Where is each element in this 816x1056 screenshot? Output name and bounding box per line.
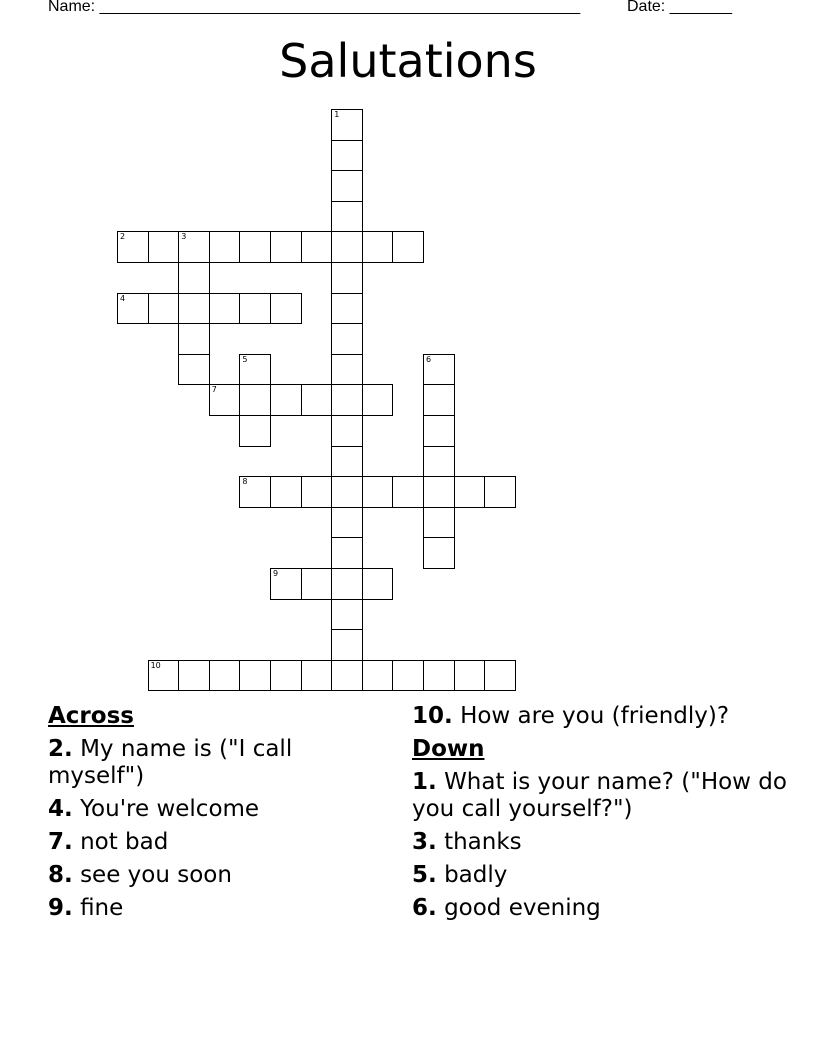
- across-clue: [48, 829, 358, 856]
- down-clue: [412, 862, 802, 889]
- clue-text: badly: [444, 862, 508, 888]
- grid-cell[interactable]: [484, 660, 516, 692]
- grid-cell[interactable]: [331, 354, 363, 386]
- cell-number: 7: [211, 385, 217, 395]
- clue-text: not bad: [80, 829, 169, 855]
- grid-cell[interactable]: [178, 262, 210, 294]
- cell-number: 8: [242, 477, 248, 487]
- down-heading: Down: [412, 736, 485, 762]
- grid-cell[interactable]: [331, 599, 363, 631]
- clue-text: good evening: [444, 895, 601, 921]
- down-clue: [412, 829, 802, 856]
- grid-cell[interactable]: [331, 476, 363, 508]
- grid-cell[interactable]: [239, 293, 271, 325]
- grid-cell[interactable]: [117, 231, 149, 263]
- grid-cell[interactable]: [331, 109, 363, 141]
- grid-cell[interactable]: [331, 446, 363, 478]
- grid-cell[interactable]: [270, 476, 302, 508]
- clue-text: see you soon: [80, 862, 232, 888]
- grid-cell[interactable]: [270, 568, 302, 600]
- grid-cell[interactable]: [331, 262, 363, 294]
- grid-cell[interactable]: [178, 231, 210, 263]
- grid-cell[interactable]: [331, 660, 363, 692]
- grid-cell[interactable]: [454, 476, 486, 508]
- grid-cell[interactable]: [301, 660, 333, 692]
- clues-right-column: [412, 703, 802, 928]
- grid-cell[interactable]: [484, 476, 516, 508]
- clue-text: fine: [80, 895, 124, 921]
- cell-number: 2: [120, 232, 126, 242]
- across-clue: [48, 895, 358, 922]
- clues-left-column: [48, 703, 358, 928]
- grid-cell[interactable]: [301, 568, 333, 600]
- across-heading: Across: [48, 703, 134, 729]
- name-field-label: Name: ______________________________________________________: [48, 0, 581, 15]
- cell-number: 4: [120, 293, 126, 303]
- grid-cell[interactable]: [362, 476, 394, 508]
- across-clue: [48, 736, 358, 790]
- grid-cell[interactable]: [423, 354, 455, 386]
- grid-cell[interactable]: [331, 537, 363, 569]
- cell-number: 10: [150, 660, 161, 670]
- grid-cell[interactable]: [362, 231, 394, 263]
- grid-cell[interactable]: [331, 384, 363, 416]
- grid-cell[interactable]: [331, 231, 363, 263]
- grid-cell[interactable]: [239, 660, 271, 692]
- across-clue: [48, 862, 358, 889]
- grid-cell[interactable]: [362, 660, 394, 692]
- page-title: Salutations: [279, 34, 537, 88]
- grid-cell[interactable]: [270, 384, 302, 416]
- clue-number: 5.: [412, 862, 437, 888]
- clue-text: My name is ("I call myself"): [48, 736, 293, 789]
- grid-cell[interactable]: [331, 507, 363, 539]
- clue-number: 9.: [48, 895, 73, 921]
- grid-cell[interactable]: [209, 231, 241, 263]
- grid-cell[interactable]: [301, 384, 333, 416]
- down-clue: [412, 895, 802, 922]
- clue-number: 8.: [48, 862, 73, 888]
- grid-cell[interactable]: [301, 231, 333, 263]
- grid-cell[interactable]: [392, 476, 424, 508]
- grid-cell[interactable]: [148, 660, 180, 692]
- clue-number: 2.: [48, 736, 73, 762]
- grid-cell[interactable]: [331, 323, 363, 355]
- grid-cell[interactable]: [239, 354, 271, 386]
- grid-cell[interactable]: [178, 293, 210, 325]
- clue-number: 3.: [412, 829, 437, 855]
- grid-cell[interactable]: [331, 415, 363, 447]
- cell-number: 5: [242, 354, 248, 364]
- grid-cell[interactable]: [331, 293, 363, 325]
- grid-cell[interactable]: [270, 231, 302, 263]
- grid-cell[interactable]: [270, 660, 302, 692]
- grid-cell[interactable]: [423, 507, 455, 539]
- across-clue: [412, 703, 802, 730]
- cell-number: 6: [426, 354, 432, 364]
- grid-cell[interactable]: [423, 446, 455, 478]
- grid-cell[interactable]: [331, 201, 363, 233]
- grid-cell[interactable]: [178, 660, 210, 692]
- grid-cell[interactable]: [209, 293, 241, 325]
- clue-number: 7.: [48, 829, 73, 855]
- grid-cell[interactable]: [423, 384, 455, 416]
- grid-cell[interactable]: [117, 293, 149, 325]
- clue-number: 10.: [412, 703, 453, 729]
- clue-number: 4.: [48, 796, 73, 822]
- grid-cell[interactable]: [331, 170, 363, 202]
- across-clue: [48, 796, 358, 823]
- grid-cell[interactable]: [423, 537, 455, 569]
- grid-cell[interactable]: [239, 476, 271, 508]
- grid-cell[interactable]: [239, 231, 271, 263]
- clue-number: 1.: [412, 769, 437, 795]
- grid-cell[interactable]: [331, 568, 363, 600]
- grid-cell[interactable]: [270, 293, 302, 325]
- clue-text: You're welcome: [80, 796, 260, 822]
- grid-cell[interactable]: [301, 476, 333, 508]
- grid-cell[interactable]: [148, 231, 180, 263]
- grid-cell[interactable]: [239, 384, 271, 416]
- grid-cell[interactable]: [454, 660, 486, 692]
- grid-cell[interactable]: [148, 293, 180, 325]
- grid-cell[interactable]: [178, 354, 210, 386]
- grid-cell[interactable]: [239, 415, 271, 447]
- cell-number: 1: [334, 110, 340, 119]
- grid-cell[interactable]: [392, 231, 424, 263]
- clue-number: 6.: [412, 895, 437, 921]
- cell-number: 9: [273, 569, 279, 578]
- clue-text: thanks: [444, 829, 522, 855]
- grid-cell[interactable]: [362, 384, 394, 416]
- grid-cell[interactable]: [423, 476, 455, 508]
- grid-cell[interactable]: [392, 660, 424, 692]
- date-field-label: Date: _______: [627, 0, 732, 15]
- cell-number: 3: [181, 232, 187, 242]
- clue-text: What is your name? ("How do you call yourself?"): [412, 769, 787, 822]
- grid-cell[interactable]: [331, 629, 363, 661]
- grid-cell[interactable]: [209, 384, 241, 416]
- grid-cell[interactable]: [362, 568, 394, 600]
- grid-cell[interactable]: [209, 660, 241, 692]
- grid-cell[interactable]: [331, 140, 363, 172]
- grid-cell[interactable]: [423, 660, 455, 692]
- grid-cell[interactable]: [423, 415, 455, 447]
- down-clue: [412, 769, 802, 823]
- grid-cell[interactable]: [178, 323, 210, 355]
- clue-text: How are you (friendly)?: [460, 703, 730, 729]
